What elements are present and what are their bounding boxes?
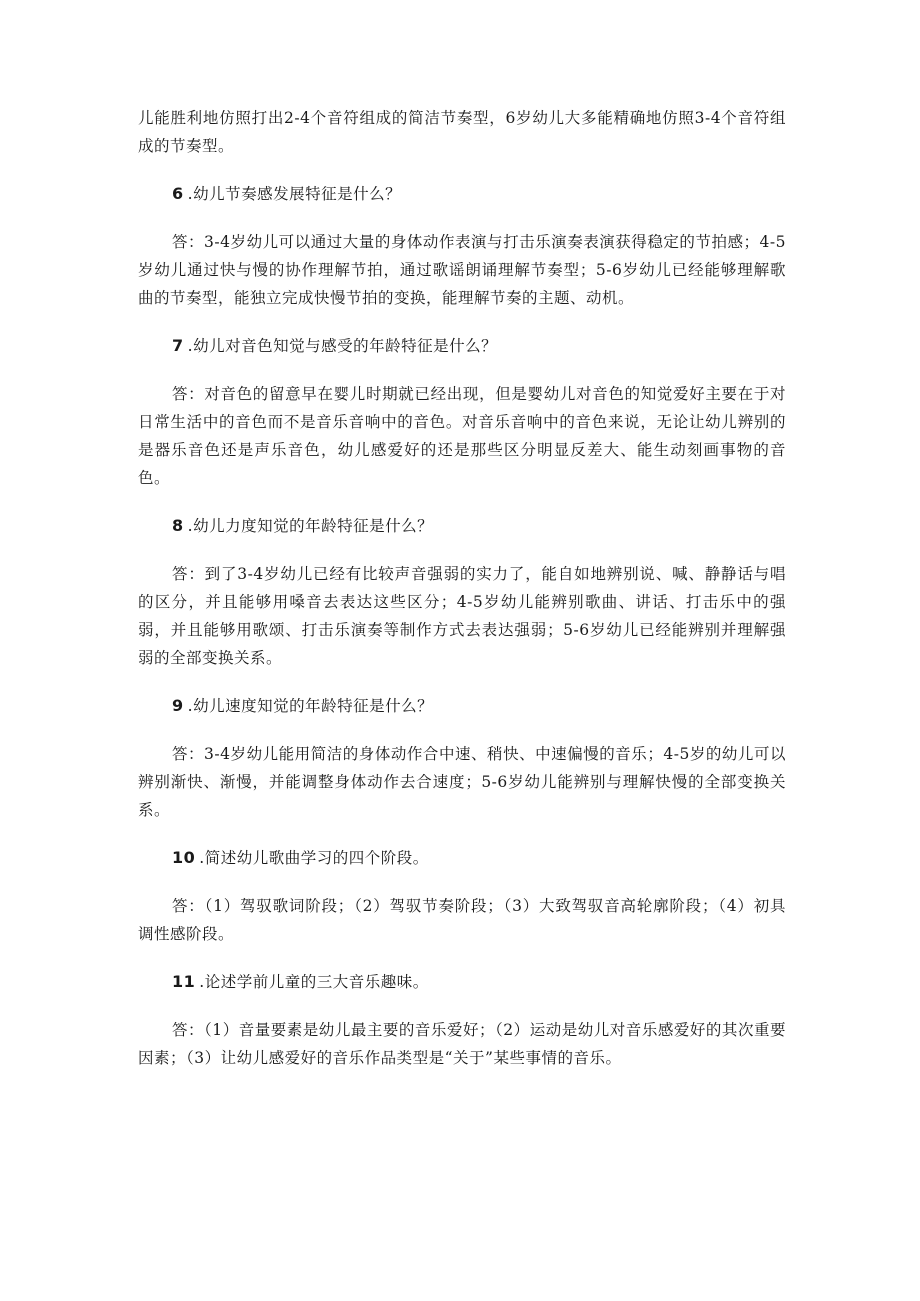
answer-paragraph: 答：（1）驾驭歌词阶段；（2）驾驭节奏阶段；（3）大致驾驭音高轮廓阶段；（4）初具调性感阶段。	[138, 897, 786, 943]
intro-paragraph: 儿能胜利地仿照打出2-4个音符组成的简洁节奏型，6岁幼儿大多能精确地仿照3-4个音符组成的节奏型。	[138, 109, 786, 155]
answer-paragraph: 答：（1）音量要素是幼儿最主要的音乐爱好；（2）运动是幼儿对音乐感爱好的其次重要因素；（3）让幼儿感爱好的音乐作品类型是“关于”某些事情的音乐。	[138, 1021, 786, 1067]
question-heading	[138, 512, 786, 540]
question-text: .论述学前儿童的三大音乐趣味。	[199, 973, 429, 991]
question-text: .幼儿力度知觉的年龄特征是什么？	[187, 517, 434, 535]
question-number: 8	[172, 516, 184, 535]
question-number: 11	[172, 972, 196, 991]
question-number: 9	[172, 696, 184, 715]
qa-item-10	[138, 844, 786, 948]
answer-paragraph: 答：3-4岁幼儿能用简洁的身体动作合中速、稍快、中速偏慢的音乐；4-5岁的幼儿可以辨别渐快、渐慢，并能调整身体动作去合速度；5-6岁幼儿能辨别与理解快慢的全部变换关系。	[138, 745, 786, 819]
answer-paragraph: 答：到了3-4岁幼儿已经有比较声音强弱的实力了，能自如地辨别说、喊、静静话与唱的区分，并且能够用嗓音去表达这些区分；4-5岁幼儿能辨别歌曲、讲话、打击乐中的强弱，并且能够用歌颂、打击乐演奏等制作方式去表达强弱；5-6岁幼儿已经能辨别并理解强弱的全部变换关系。	[138, 565, 786, 667]
question-text: .简述幼儿歌曲学习的四个阶段。	[199, 849, 429, 867]
question-heading	[138, 180, 786, 208]
answer-paragraph: 答：对音色的留意早在婴儿时期就已经出现，但是婴幼儿对音色的知觉爱好主要在于对日常生活中的音色而不是音乐音响中的音色。对音乐音响中的音色来说，无论让幼儿辨别的是器乐音色还是声乐音色，幼儿感爱好的还是那些区分明显反差大、能生动刻画事物的音色。	[138, 385, 786, 487]
question-number: 7	[172, 336, 184, 355]
question-text: .幼儿节奏感发展特征是什么？	[187, 185, 402, 203]
answer-paragraph: 答：3-4岁幼儿可以通过大量的身体动作表演与打击乐演奏表演获得稳定的节拍感；4-5岁幼儿通过快与慢的协作理解节拍，通过歌谣朗诵理解节奏型；5-6岁幼儿已经能够理解歌曲的节奏型，能独立完成快慢节拍的变换，能理解节奏的主题、动机。	[138, 233, 786, 307]
question-heading	[138, 692, 786, 720]
question-heading	[138, 968, 786, 996]
question-text: .幼儿对音色知觉与感受的年龄特征是什么？	[187, 337, 498, 355]
question-number: 10	[172, 848, 196, 867]
question-number: 6	[172, 184, 184, 203]
question-heading	[138, 332, 786, 360]
qa-item-11	[138, 968, 786, 1072]
qa-item-7	[138, 332, 786, 492]
qa-item-8	[138, 512, 786, 672]
question-text: .幼儿速度知觉的年龄特征是什么？	[187, 697, 434, 715]
qa-item-9	[138, 692, 786, 824]
qa-item-6	[138, 180, 786, 312]
document-page	[138, 104, 786, 1072]
question-heading	[138, 844, 786, 872]
